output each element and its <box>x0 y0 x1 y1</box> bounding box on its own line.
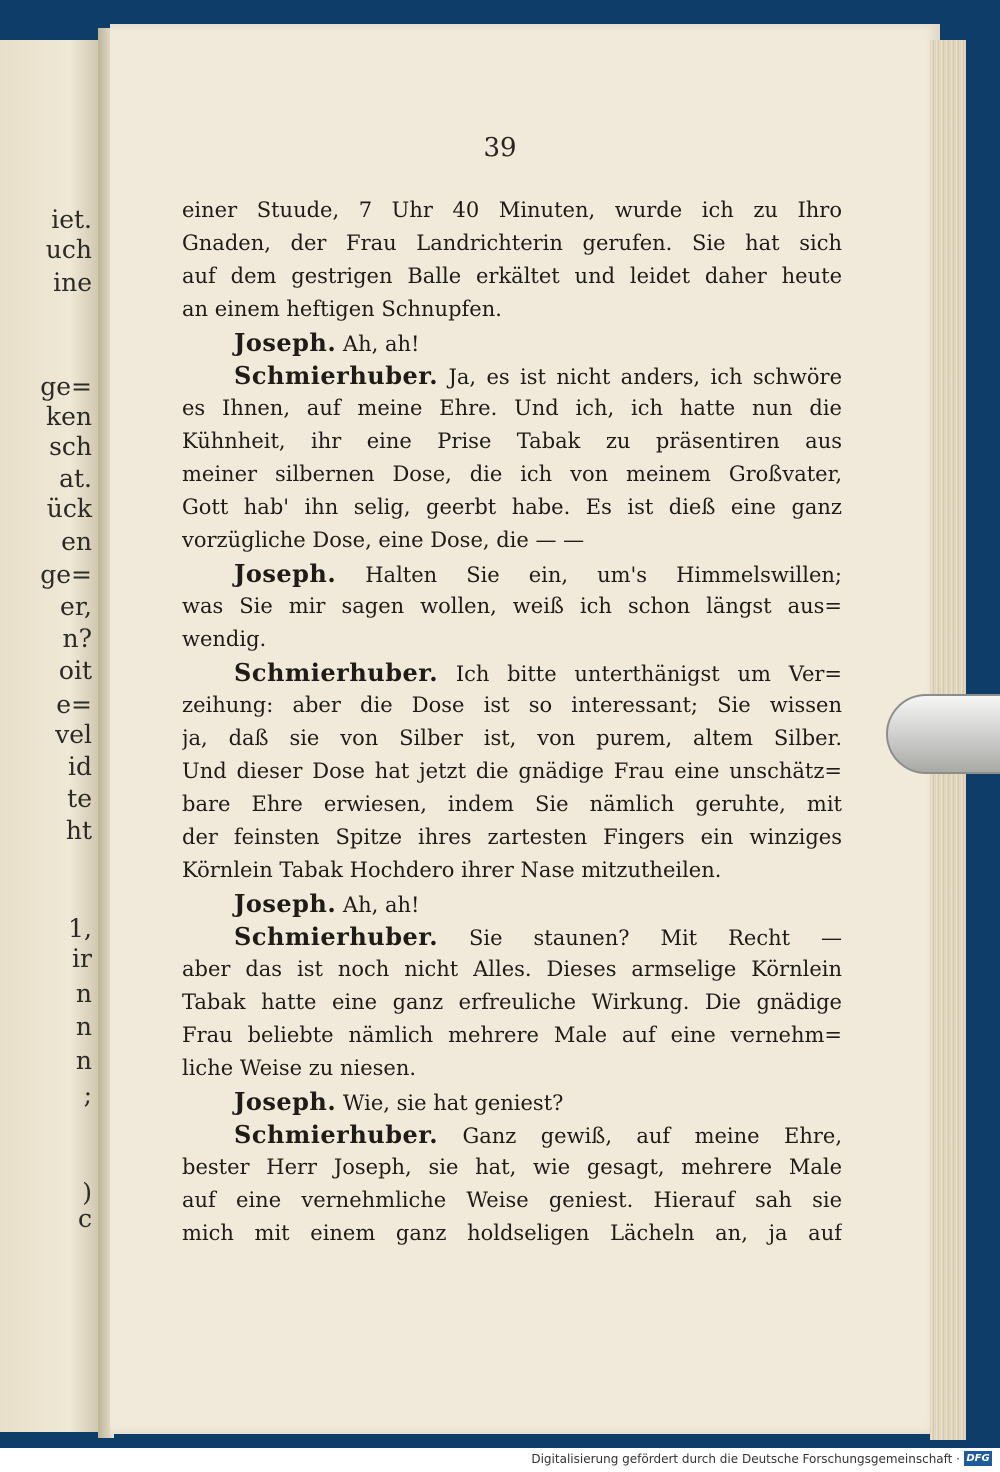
speaker-name: Joseph. <box>234 889 337 918</box>
line-text: an einem heftigen Schnupfen. <box>182 297 502 321</box>
line-text: Wie, sie hat geniest? <box>336 1091 564 1115</box>
text-line <box>182 1085 842 1118</box>
line-text: zeihung: aber die Dose ist so interessant; Sie wissen <box>182 693 842 717</box>
line-text: Halten Sie ein, um's Himmelswillen; <box>336 563 842 587</box>
text-line <box>182 887 842 920</box>
left-page-fragment: ück <box>46 494 92 523</box>
speaker-name: Joseph. <box>234 328 337 357</box>
line-text: ja, daß sie von Silber ist, von purem, altem Silber. <box>182 726 842 750</box>
page-number: 39 <box>483 133 517 163</box>
text-line <box>182 458 842 491</box>
dfg-logo: DFG <box>964 1451 992 1466</box>
speaker-name: Joseph. <box>234 559 337 588</box>
line-text: bester Herr Joseph, sie hat, wie gesagt, mehrere Male <box>182 1155 842 1179</box>
text-line <box>182 524 842 557</box>
text-line <box>182 491 842 524</box>
text-line <box>182 1217 842 1250</box>
text-line <box>182 260 842 293</box>
text-line <box>182 227 842 260</box>
line-text: der feinsten Spitze ihres zartesten Fingers ein winziges <box>182 825 842 849</box>
line-text: was Sie mir sagen wollen, weiß ich schon längst aus= <box>182 594 842 618</box>
line-text: Frau beliebte nämlich mehrere Male auf eine vernehm= <box>182 1023 842 1047</box>
line-text: auf eine vernehmliche Weise geniest. Hierauf sah sie <box>182 1188 842 1212</box>
text-line <box>182 755 842 788</box>
left-page-fragment: ge= <box>40 372 92 401</box>
line-text: einer Stuude, 7 Uhr 40 Minuten, wurde ich zu Ihro <box>182 198 842 222</box>
text-line <box>182 359 842 392</box>
line-text: Körnlein Tabak Hochdero ihrer Nase mitzutheilen. <box>182 858 722 882</box>
left-page-fragment: ir <box>72 944 92 973</box>
text-line <box>182 656 842 689</box>
left-page-fragment: n? <box>62 624 92 653</box>
speaker-name: Schmierhuber. <box>234 361 439 390</box>
text-line <box>182 821 842 854</box>
text-line <box>182 392 842 425</box>
line-text: Ah, ah! <box>336 893 420 917</box>
line-text: Sie staunen? Mit Recht — <box>438 926 842 950</box>
left-page-fragment: e= <box>56 690 92 719</box>
line-text: es Ihnen, auf meine Ehre. Und ich, ich hatte nun die <box>182 396 842 420</box>
text-line <box>182 194 842 227</box>
line-text: Kühnheit, ihr eine Prise Tabak zu präsentiren aus <box>182 429 842 453</box>
left-page-fragment: sch <box>49 432 92 461</box>
text-line <box>182 722 842 755</box>
left-page-fragment: n <box>75 1046 92 1075</box>
line-text: wendig. <box>182 627 267 651</box>
text-line <box>182 788 842 821</box>
line-text: Ah, ah! <box>336 332 420 356</box>
text-line <box>182 326 842 359</box>
line-text: aber das ist noch nicht Alles. Dieses armselige Körnlein <box>182 957 842 981</box>
text-line <box>182 1052 842 1085</box>
speaker-name: Schmierhuber. <box>234 658 439 687</box>
text-line <box>182 590 842 623</box>
line-text: Ja, es ist nicht anders, ich schwöre <box>438 365 842 389</box>
left-page-fragment: ine <box>53 268 92 297</box>
line-text: Tabak hatte eine ganz erfreuliche Wirkung. Die gnädige <box>182 990 842 1014</box>
left-page-fragment: en <box>61 527 92 556</box>
line-text: Gnaden, der Frau Landrichterin gerufen. Sie hat sich <box>182 231 842 255</box>
line-text: auf dem gestrigen Balle erkältet und leidet daher heute <box>182 264 842 288</box>
footer-credit: Digitalisierung gefördert durch die Deutsche Forschungsgemeinschaft · <box>531 1452 960 1466</box>
text-line <box>182 1184 842 1217</box>
line-text: bare Ehre erwiesen, indem Sie nämlich geruhte, mit <box>182 792 842 816</box>
left-page-fragment: ; <box>83 1080 92 1109</box>
clip-shape <box>886 694 1000 774</box>
left-page-fragment: id <box>68 752 92 781</box>
line-text: Und dieser Dose hat jetzt die gnädige Frau eine unschätz= <box>182 759 842 783</box>
page-clip <box>880 690 1000 780</box>
left-page-fragment: er, <box>60 592 92 621</box>
text-line <box>182 1019 842 1052</box>
line-text: meiner silbernen Dose, die ich von meinem Großvater, <box>182 462 842 486</box>
text-line <box>182 854 842 887</box>
left-page-fragment: vel <box>55 720 92 749</box>
text-line <box>182 986 842 1019</box>
left-page-fragment: ge= <box>40 560 92 589</box>
left-page-fragment: te <box>67 784 92 813</box>
text-line <box>182 557 842 590</box>
line-text: liche Weise zu niesen. <box>182 1056 417 1080</box>
left-page-fragment: uch <box>45 235 92 264</box>
speaker-name: Schmierhuber. <box>234 922 439 951</box>
line-text: Ganz gewiß, auf meine Ehre, <box>438 1124 842 1148</box>
line-text: vorzügliche Dose, eine Dose, die — — <box>182 528 585 552</box>
left-page-fragment: oit <box>58 656 92 685</box>
left-page-fragment: iet. <box>51 205 92 234</box>
speaker-name: Schmierhuber. <box>234 1120 439 1149</box>
left-page-fragment: ken <box>45 402 92 431</box>
left-page-fragment: c <box>77 1204 92 1233</box>
left-page-fragment: ht <box>65 816 92 845</box>
line-text: Ich bitte unterthänigst um Ver= <box>438 662 842 686</box>
left-page-fragment: 1, <box>68 914 92 943</box>
body-text <box>182 194 842 1250</box>
text-line <box>182 1151 842 1184</box>
text-line <box>182 920 842 953</box>
text-line <box>182 1118 842 1151</box>
text-line <box>182 689 842 722</box>
left-page-fragment: ) <box>82 1178 92 1207</box>
left-page-fragment: n <box>75 1012 92 1041</box>
left-page-fragment: n <box>75 979 92 1008</box>
text-line <box>182 623 842 656</box>
text-line <box>182 425 842 458</box>
left-page-fragment: at. <box>59 464 92 493</box>
text-line <box>182 953 842 986</box>
text-line <box>182 293 842 326</box>
line-text: Gott hab' ihn selig, geerbt habe. Es ist dieß eine ganz <box>182 495 842 519</box>
line-text: mich mit einem ganz holdseligen Lächeln an, ja auf <box>182 1221 842 1245</box>
speaker-name: Joseph. <box>234 1087 337 1116</box>
left-page-margin <box>0 40 100 1432</box>
